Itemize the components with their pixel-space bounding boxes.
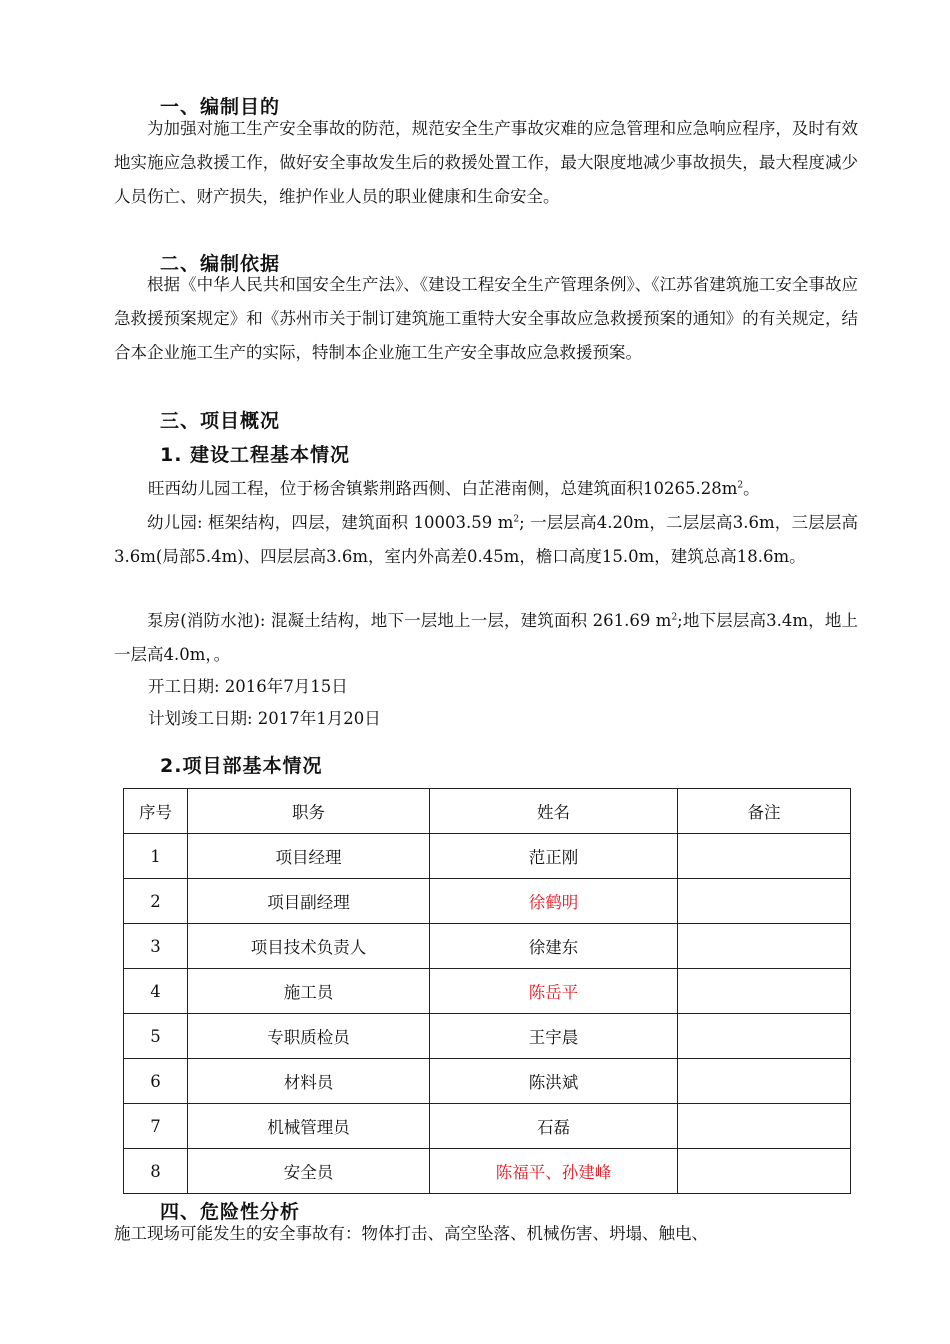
- header-note: 备注: [678, 789, 851, 834]
- section-title-overview: 三、项目概况: [160, 410, 281, 432]
- project-team-table: [123, 788, 851, 1194]
- row-role: 项目技术负责人: [188, 924, 430, 969]
- pump-room-paragraph: [114, 604, 858, 672]
- row-no: 6: [124, 1059, 188, 1104]
- row-name: 石磊: [430, 1104, 678, 1149]
- pump-room-text-a: 泵房(消防水池): 混凝土结构，地下一层地上一层，建筑面积 261.69 m: [147, 611, 672, 630]
- subsection-title-project-info: 1. 建设工程基本情况: [160, 444, 351, 466]
- header-name: 姓名: [430, 789, 678, 834]
- section-title-basis: 二、编制依据: [160, 253, 281, 275]
- row-no: 8: [124, 1149, 188, 1194]
- project-location-text: 旺西幼儿园工程，位于杨舍镇紫荆路西侧、白芷港南侧，总建筑面积10265.28m: [148, 479, 738, 498]
- section-title-risk: 四、危险性分析: [160, 1201, 301, 1223]
- header-no: 序号: [124, 789, 188, 834]
- row-note: [678, 1014, 851, 1059]
- row-no: 5: [124, 1014, 188, 1059]
- purpose-paragraph: 为加强对施工生产安全事故的防范，规范安全生产事故灾难的应急管理和应急响应程序，及时有效地实施应急救援工作，做好安全事故发生后的救援处置工作，最大限度地减少事故损失，最大程度减少人员伤亡、财产损失，维护作业人员的职业健康和生命安全。: [114, 119, 858, 206]
- row-no: 1: [124, 834, 188, 879]
- row-no: 2: [124, 879, 188, 924]
- row-note: [678, 1149, 851, 1194]
- row-name: 陈洪斌: [430, 1059, 678, 1104]
- row-role: 材料员: [188, 1059, 430, 1104]
- table-row: [124, 834, 851, 879]
- row-no: 7: [124, 1104, 188, 1149]
- row-no: 4: [124, 969, 188, 1014]
- table-row: [124, 924, 851, 969]
- row-role: 机械管理员: [188, 1104, 430, 1149]
- row-role: 专职质检员: [188, 1014, 430, 1059]
- row-note: [678, 879, 851, 924]
- row-role: 施工员: [188, 969, 430, 1014]
- table-row: [124, 1149, 851, 1194]
- row-name: 范正刚: [430, 834, 678, 879]
- kindergarten-area-superscript: 2: [513, 514, 520, 525]
- table-row: [124, 879, 851, 924]
- header-role: 职务: [188, 789, 430, 834]
- section-title-purpose: 一、编制目的: [160, 96, 281, 118]
- subsection-title-team: 2.项目部基本情况: [160, 755, 323, 777]
- row-note: [678, 834, 851, 879]
- kindergarten-text-b: ; 一层层高4.20m，二层层高3.6m，三层层高3.6m(局部5.4m)、四层层高3.6m，室内外高差0.45m，檐口高度15.0m，建筑总高18.6m。: [114, 513, 858, 566]
- row-role: 安全员: [188, 1149, 430, 1194]
- row-note: [678, 1104, 851, 1149]
- row-role: 项目经理: [188, 834, 430, 879]
- row-note: [678, 924, 851, 969]
- row-name: 陈福平、孙建峰: [430, 1149, 678, 1194]
- table-row: [124, 1059, 851, 1104]
- project-location-end: 。: [743, 479, 760, 498]
- table-header-row: [124, 789, 851, 834]
- row-name: 徐建东: [430, 924, 678, 969]
- completion-date-line: 计划竣工日期: 2017年1月20日: [148, 709, 381, 728]
- table-row: [124, 1014, 851, 1059]
- row-role: 项目副经理: [188, 879, 430, 924]
- row-note: [678, 969, 851, 1014]
- area-unit-superscript: 2: [737, 480, 744, 491]
- pump-room-text-b: ;地下层层高3.4m，地上一层高4.0m，。: [114, 611, 858, 664]
- pump-room-area-superscript: 2: [671, 612, 678, 623]
- row-name: 徐鹤明: [430, 879, 678, 924]
- row-note: [678, 1059, 851, 1104]
- basis-paragraph: 根据《中华人民共和国安全生产法》、《建设工程安全生产管理条例》、《江苏省建筑施工安全事故应急救援预案规定》和《苏州市关于制订建筑施工重特大安全事故应急救援预案的通知》的有关规定，结合本企业施工生产的实际，特制本企业施工生产安全事故应急救援预案。: [114, 275, 858, 362]
- kindergarten-paragraph: [114, 506, 858, 574]
- table-row: [124, 1104, 851, 1149]
- table-row: [124, 969, 851, 1014]
- kindergarten-text-a: 幼儿园: 框架结构，四层，建筑面积 10003.59 m: [147, 513, 514, 532]
- start-date-line: 开工日期: 2016年7月15日: [148, 677, 348, 696]
- project-location-line: [148, 472, 760, 506]
- risk-paragraph: 施工现场可能发生的安全事故有：物体打击、高空坠落、机械伤害、坍塌、触电、: [114, 1224, 708, 1243]
- row-no: 3: [124, 924, 188, 969]
- row-name: 陈岳平: [430, 969, 678, 1014]
- row-name: 王宇晨: [430, 1014, 678, 1059]
